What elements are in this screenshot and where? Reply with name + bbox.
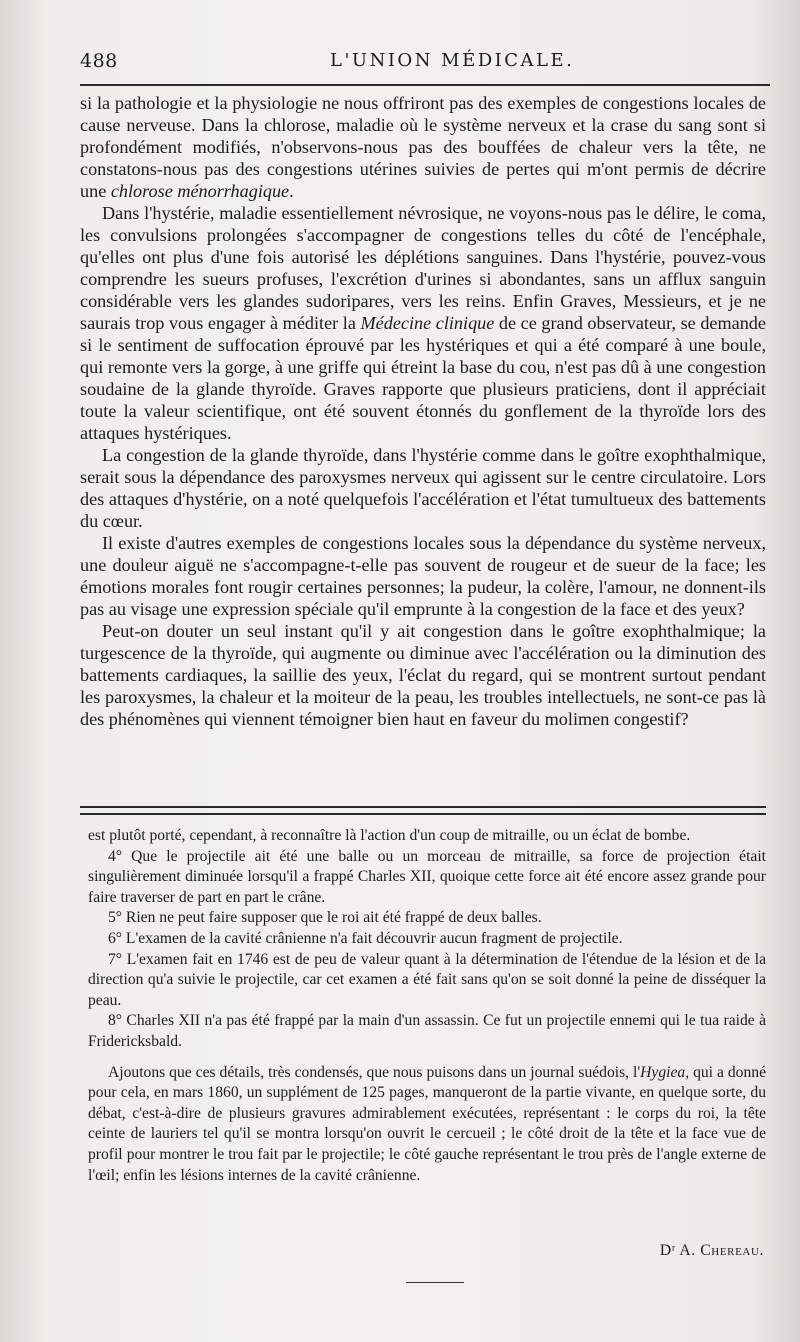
italic-term: chlorose ménorrhagique (110, 181, 290, 201)
paragraph-hysterie (80, 202, 766, 444)
note-item-7: 7° L'examen fait en 1746 est de peu de valeur quant à la détermination de l'étendue de la lésion et de la direction qu'a suivie le projectile, car cet examen a été fait sans qu'on se soit donné la peine de disséquer la peau. (88, 950, 766, 1009)
note-item-4: 4° Que le projectile ait été une balle ou un morceau de mitraille, sa force de projection était singulièrement diminuée lorsqu'il a frappé Charles XII, quoique cette force ait été encore assez grande pour faire traverser de part en part le crâne. (88, 847, 766, 906)
paragraph-text: Ajoutons que ces détails, très condensés, que nous puisons dans un journal suédois, l' (108, 1063, 641, 1081)
note-item-6: 6° L'examen de la cavité crânienne n'a fait découvrir aucun fragment de projectile. (108, 929, 623, 947)
paragraph-text: de ce grand observateur, se demande si le sentiment de suffocation éprouvé par les hystériques et qui a été comparé à une boule, qui remonte vers la gorge, à une griffe qui étreint la base du cou, n'est pas dû à une congestion soudaine de la glande thyroïde. Graves rapporte que plusieurs praticiens, dont il appréciait toute la valeur scientifique, ont été souvent étonnés du gonflement de la thyroïde lors des attaques hystériques. (80, 313, 766, 443)
italic-journal-name: Hygiea, (640, 1063, 690, 1081)
paragraph-text: Dans l'hystérie, maladie essentiellement névrosique, ne voyons-nous pas le délire, le coma, les convulsions prolongées s'accompagner de congestions telles du côté de l'encéphale, qu'elles ont plus d'une fois autorisé les déplétions sanguines. Dans l'hystérie, pouvez-vous comprendre les sueurs profuses, l'excrétion d'urines si abondantes, sans un afflux sanguin considérable vers les glandes sudoripares, vers les reins. Enfin Graves, Messieurs, et je ne saurais trop vous engager à méditer la (80, 203, 766, 333)
paragraph-chlorose (80, 92, 766, 202)
paragraph-congestions: Il existe d'autres exemples de congestions locales sous la dépendance du système nerveux, une douleur aiguë ne s'accompagne-t-elle pas souvent de rougeur et de sueur de la face; les émotions morales font rougir certaines personnes; la pudeur, la colère, l'amour, ne donnent-ils pas au visage une expression spéciale qu'il emprunte à la congestion de la face et des yeux? (80, 533, 766, 619)
note-continuation: est plutôt porté, cependant, à reconnaître là l'action d'un coup de mitraille, ou un éclat de bombe. (88, 827, 691, 844)
paragraph-text: . (289, 181, 294, 201)
note-item-8: 8° Charles XII n'a pas été frappé par la main d'un assassin. Ce fut un projectile ennemi qui le tua raide à Fridericksbald. (88, 1012, 766, 1050)
note-closing-paragraph (88, 1063, 766, 1187)
note-item-5: 5° Rien ne peut faire supposer que le roi ait été frappé de deux balles. (108, 909, 542, 927)
main-article-text (80, 92, 766, 730)
page-number: 488 (80, 50, 118, 72)
paragraph-text: si la pathologie et la physiologie ne nous offriront pas des exemples de congestions locales de cause nerveuse. Dans la chlorose, maladie où le système nerveux et la crase du sang sont si profondément modifiés, n'observons-nous pas des bouffées de chaleur vers la tête, ne constatons-nous pas des congestions utérines suivies de pertes qui m'ont permis de décrire une (80, 93, 766, 201)
paragraph-thyroide: La congestion de la glande thyroïde, dans l'hystérie comme dans le goître exophthalmique, serait sous la dépendance des paroxysmes nerveux qui agissent sur le centre circulatoire. Lors des attaques d'hystérie, on a noté quelquefois l'accélération et l'état tumultueux des battements du cœur. (80, 445, 766, 531)
author-signature (660, 1242, 764, 1260)
page-header (80, 50, 768, 84)
italic-title: Médecine clinique (360, 313, 495, 333)
paragraph-text: qui a donné pour cela, en mars 1860, un supplément de 125 pages, manqueront de la partie vivante, en quelque sorte, du débat, c'est-à-dire de plusieurs gravures admirablement exécutées, représentant : le corps du roi, la tête ceinte de lauriers tel qu'il se montra lorsqu'on ouvrit le cercueil ; le côté droit de la tête et la face vue de profil pour montrer le trou fait par le projectile; le côté gauche représentant le trou près de l'angle externe de l'œil; enfin les lésions internes de la cavité crânienne. (88, 1063, 766, 1184)
section-double-rule (80, 806, 766, 815)
end-rule (406, 1282, 464, 1283)
running-title: L'UNION MÉDICALE. (330, 50, 575, 71)
header-rule (80, 84, 770, 86)
signature-name: Chereau. (700, 1242, 764, 1259)
paragraph-goitre: Peut-on douter un seul instant qu'il y ait congestion dans le goître exophthalmique; la turgescence de la thyroïde, qui augmente ou diminue avec l'accélération ou la diminution des battements cardiaques, la saillie des yeux, l'éclat du regard, qui se montrent surtout pendant les paroxysmes, la chaleur et la moiteur de la peau, les troubles intellectuels, ne sont-ce pas là des phénomènes qui viennent témoigner bien haut en faveur du molimen congestif? (80, 621, 766, 729)
signature-prefix: Dʳ A. (659, 1242, 701, 1259)
feuilleton-text (88, 826, 766, 1186)
